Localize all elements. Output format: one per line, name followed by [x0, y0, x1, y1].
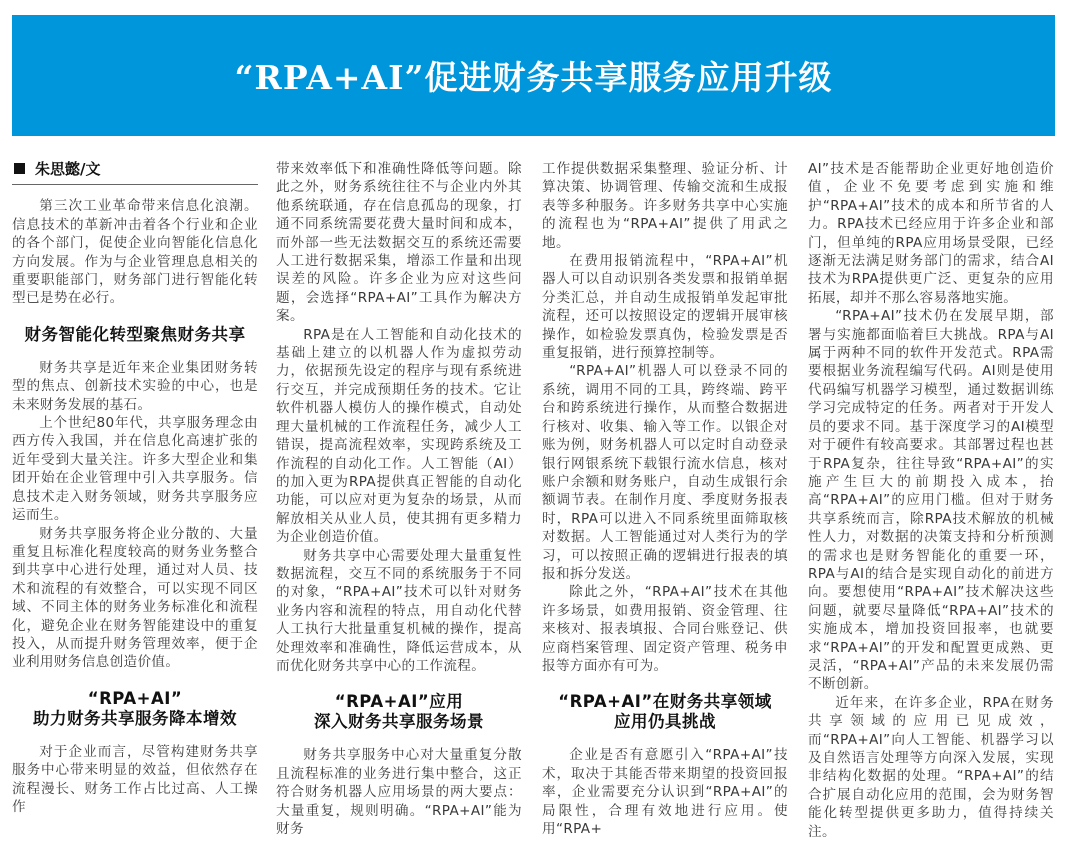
- section-heading: [12, 689, 258, 729]
- paragraph: RPA是在人工智能和自动化技术的基础上建立的以机器人作为虚拟劳动力，依据预先设定的程序与现有系统进行交互，并完成预期任务的技术。它让软件机器人模仿人的操作模式，自动处理大量机械的工作流程任务，减少人工错误，提高流程效率，实现跨系统及工作流程的自动化工作。人工智能（AI）的加入更为RPA提供真正智能的自动化功能，可以应对更为复杂的场景，从而解放相关从业人员，使其拥有更多精力为企业创造价值。: [276, 326, 522, 546]
- paragraph: 第三次工业革命带来信息化浪潮。信息技术的革新冲击着各个行业和企业的各个部门，促使企业向智能化信息化方向发展。作为与企业管理息息相关的重要职能部门，财务部门进行智能化转型已是势在必行。: [12, 198, 258, 307]
- square-bullet-icon: [14, 163, 25, 174]
- paragraph: “RPA+AI”机器人可以登录不同的系统，调用不同的工具，跨终端、跨平台和跨系统进行操作，从而整合数据进行核对、收集、输入等工作。以银企对账为例，财务机器人可以定时自动登录银行网银系统下载银行流水信息，核对账户余额和财务账户，自动生成银行余额调节表。在制作月度、季度财务报表时，RPA可以进入不同系统里面筛取核对数据。人工智能通过对人类行为的学习，可以按照正确的逻辑进行报表的填报和拆分发送。: [542, 363, 788, 582]
- paragraph: 财务共享中心需要处理大量重复性数据流程，交互不同的系统服务于不同的对象，“RPA+AI”技术可以针对财务业务内容和流程的特点，用自动化代替人工执行大批量重复机械的操作，提高处理效率和准确性，降低运营成本，从而优化财务共享中心的工作流程。: [276, 547, 522, 674]
- article-column-2: [276, 160, 522, 838]
- article-column-4: [808, 160, 1054, 841]
- section-heading-line: “RPA+AI”应用: [334, 692, 464, 712]
- paragraph-continued: 工作提供数据采集整理、验证分析、计算决策、协调管理、传输交流和生成报表等多种服务。许多财务共享中心实施的流程也为“RPA+AI”提供了用武之地。: [542, 161, 788, 251]
- paragraph: 上个世纪80年代，共享服务理念由西方传入我国，并在信息化高速扩张的近年受到大量关注。许多大型企业和集团开始在企业管理中引入共享服务。信息技术走入财务领域，财务共享服务应运而生。: [12, 415, 258, 524]
- section-heading-line: “RPA+AI”: [87, 688, 183, 708]
- paragraph: 财务共享服务将企业分散的、大量重复且标准化程度较高的财务业务整合到共享中心进行处理，通过对人员、技术和流程的有效整合，可以实现不同区域、不同主体的财务业务标准化和流程化，避免企业在财务智能建设中的重复投入，从而提升财务管理效率，便于企业利用财务信息创造价值。: [12, 525, 258, 671]
- article-column-1: [12, 160, 258, 816]
- section-heading: [542, 692, 788, 732]
- paragraph: 对于企业而言，尽管构建财务共享服务中心带来明显的效益，但依然存在流程漫长、财务工作占比过高、人工操作: [12, 743, 258, 815]
- section-heading-line: “RPA+AI”在财务共享领域: [558, 692, 772, 712]
- section-heading-line: 深入财务共享服务场景: [314, 712, 484, 732]
- section-heading: [12, 325, 258, 345]
- section-heading-line: 财务智能化转型聚焦财务共享: [24, 324, 246, 344]
- article-column-3: [542, 160, 788, 838]
- article-title: “RPA+AI”促进财务共享服务应用升级: [234, 58, 833, 97]
- paragraph: 近年来，在许多企业，RPA在财务共享领域的应用已见成效，而“RPA+AI”向人工智能、机器学习以及自然语言处理等方向深入发展，实现非结构化数据的处理。“RPA+AI”的结合扩展自动化应用的范围，会为财务智能化转型提供更多助力，值得持续关注。: [808, 694, 1054, 840]
- section-heading: [276, 692, 522, 732]
- section-heading-line: 应用仍具挑战: [614, 712, 716, 732]
- paragraph-continued: 带来效率低下和准确性降低等问题。除此之外，财务系统往往不与企业内外其他系统联通，存在信息孤岛的现象，打通不同系统需要花费大量时间和成本，而外部一些无法数据交互的系统还需要人工进行数据采集，增添工作量和出现误差的风险。许多企业为应对这些问题，会选择“RPA+AI”工具作为解决方案。: [276, 161, 522, 325]
- paragraph: 财务共享是近年来企业集团财务转型的焦点、创新技术实验的中心，也是未来财务发展的基石。: [12, 359, 258, 413]
- author-byline: [12, 160, 258, 185]
- paragraph: “RPA+AI”技术仍在发展早期，部署与实施都面临着巨大挑战。RPA与AI属于两种不同的软件开发范式。RPA需要根据业务流程编写代码。AI则是使用代码编写机器学习模型，通过数据训练学习完成特定的任务。两者对于开发人员的要求不同。基于深度学习的AI模型对于硬件有较高要求。其部署过程也甚于RPA复杂，往往导致“RPA+AI”的实施产生巨大的前期投入成本，抬高“RPA+AI”的应用门槛。但对于财务共享系统而言，除RPA技术解放的机械性人力，对数据的决策支持和分析预测的需求也是财务智能化的重要一环，RPA与AI的结合是实现自动化的前进方向。要想使用“RPA+AI”技术解决这些问题，就要尽量降低“RPA+AI”技术的实施成本，增加投资回报率，也就要求“RPA+AI”的开发和配置更成熟、更灵活，“RPA+AI”产品的未来发展仍需不断创新。: [808, 308, 1054, 693]
- paragraph: 除此之外，“RPA+AI”技术在其他许多场景，如费用报销、资金管理、往来核对、报表填报、合同台账登记、供应商档案管理、固定资产管理、税务申报等方面亦有可为。: [542, 584, 788, 674]
- paragraph: 财务共享服务中心对大量重复分散且流程标准的业务进行集中整合，这正符合财务机器人应用场景的两大要点：大量重复，规则明确。“RPA+AI”能为财务: [276, 747, 522, 837]
- author-name: 朱思懿/文: [35, 160, 101, 178]
- section-heading-line: 助力财务共享服务降本增效: [33, 708, 237, 728]
- paragraph-continued: AI”技术是否能帮助企业更好地创造价值，企业不免要考虑到实施和维护“RPA+AI”技术的成本和所节省的人力。RPA技术已经应用于许多企业和部门，但单纯的RPA应用场景受限，已经逐渐无法满足财务部门的需求，结合AI技术为RPA提供更广泛、更复杂的应用拓展，却并不那么容易落地实施。: [808, 161, 1054, 306]
- paragraph: 在费用报销流程中，“RPA+AI”机器人可以自动识别各类发票和报销单据分类汇总，并自动生成报销单发起审批流程，还可以按照设定的逻辑开展审核操作，如检验发票真伪，检验发票是否重复报销，进行预算控制等。: [542, 253, 788, 362]
- title-banner: [12, 15, 1055, 136]
- paragraph: 企业是否有意愿引入“RPA+AI”技术，取决于其能否带来期望的投资回报率，企业需要充分认识到“RPA+AI”的局限性，合理有效地进行应用。使用“RPA+: [542, 747, 788, 837]
